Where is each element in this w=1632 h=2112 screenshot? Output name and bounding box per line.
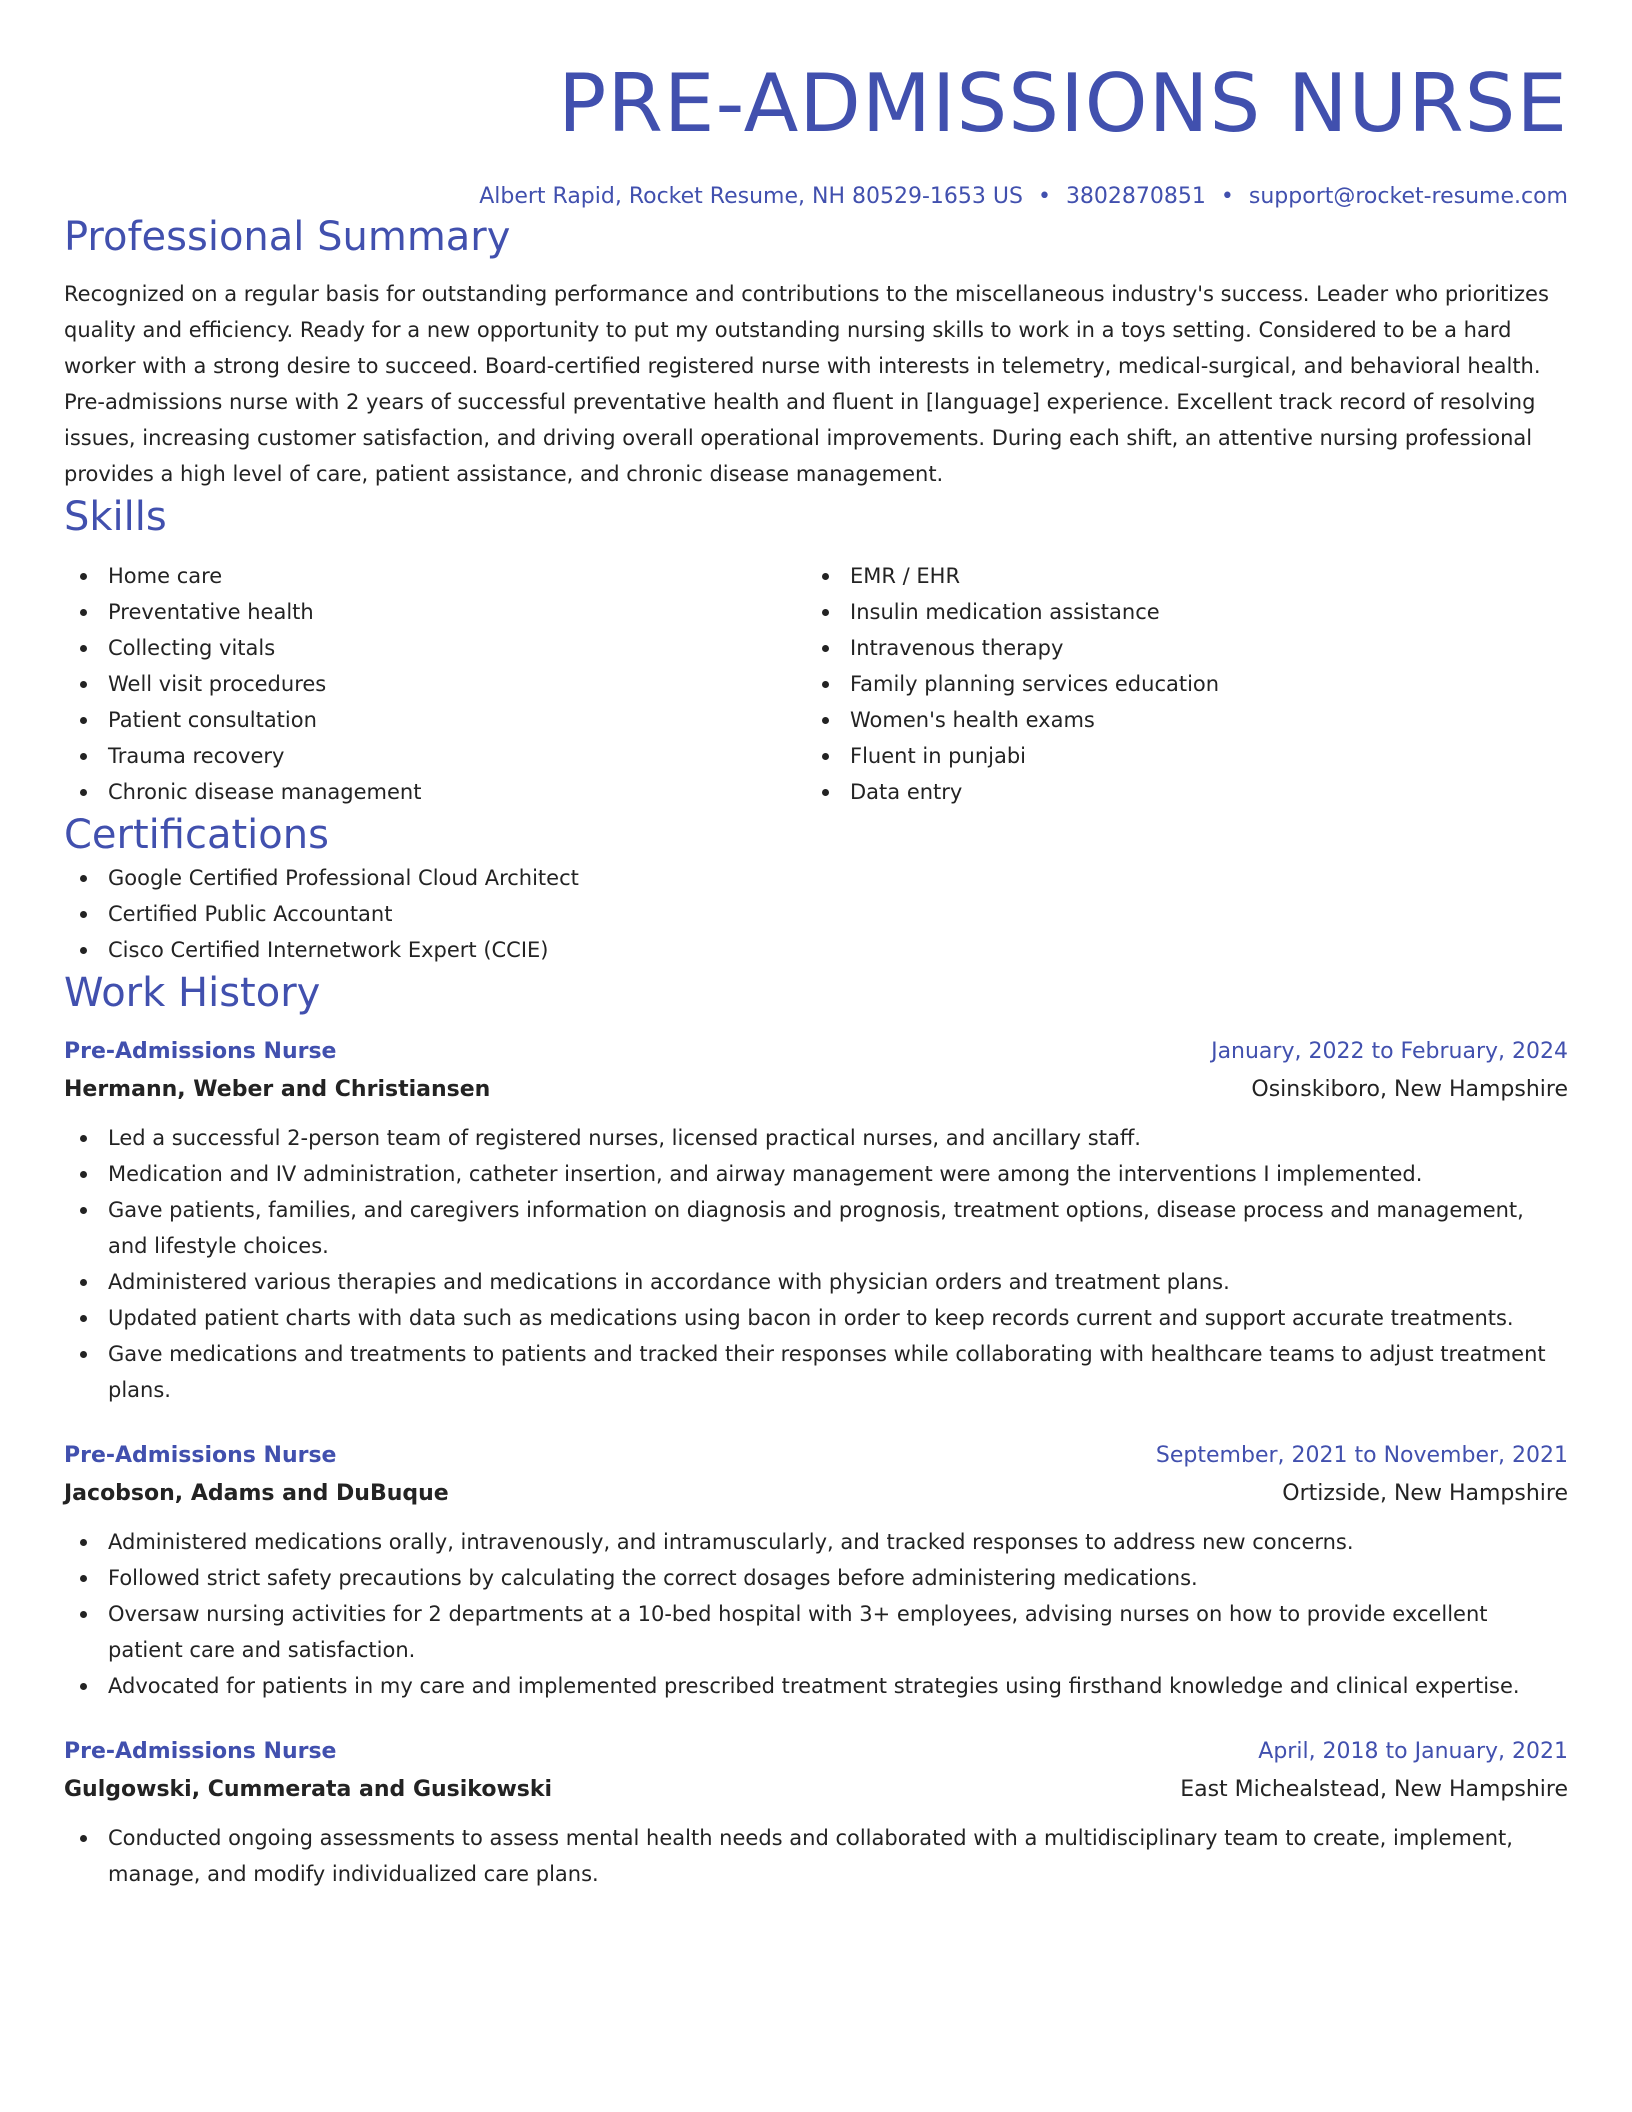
work-history-heading: Work History [64, 970, 321, 1016]
job-duty: Advocated for patients in my care and implemented prescribed treatment strategies using firsthand knowledge and clinical expertise. [64, 1668, 1568, 1704]
skill-item: Preventative health [64, 594, 806, 630]
skill-item: Chronic disease management [64, 774, 806, 810]
job-employer-row [64, 1472, 1568, 1510]
skill-item: EMR / EHR [806, 558, 1548, 594]
summary-heading: Professional Summary [64, 214, 511, 260]
job-entry [64, 1036, 1568, 1408]
skill-item: Family planning services education [806, 666, 1548, 702]
skill-item: Women's health exams [806, 702, 1548, 738]
skill-item: Fluent in punjabi [806, 738, 1548, 774]
skill-item: Data entry [806, 774, 1548, 810]
job-duty: Updated patient charts with data such as medications using bacon in order to keep records current and support accurate treatments. [64, 1300, 1568, 1336]
job-location: Ortizside, New Hampshire [1282, 1481, 1568, 1506]
resume-title: PRE-ADMISSIONS NURSE [558, 57, 1568, 150]
contact-email[interactable]: support@rocket-resume.com [1248, 184, 1568, 209]
job-duties-list [64, 1820, 1568, 1892]
skill-item: Trauma recovery [64, 738, 806, 774]
job-duty: Gave patients, families, and caregivers information on diagnosis and prognosis, treatment options, disease process and management, and lifestyle choices. [64, 1192, 1568, 1264]
job-entry [64, 1440, 1568, 1704]
skill-item: Home care [64, 558, 806, 594]
certification-item: Google Certified Professional Cloud Architect [64, 860, 1568, 896]
job-employer: Hermann, Weber and Christiansen [64, 1077, 491, 1102]
job-entry [64, 1736, 1568, 1892]
summary-text: Recognized on a regular basis for outstanding performance and contributions to the miscellaneous industry's success. Leader who prioritizes quality and efficiency. Ready for a new opportunity to put my outstanding nursing skills to work in a toys setting. Considered to be a hard worker with a strong desire to succeed. Board-certified registered nurse with interests in telemetry, medical-surgical, and behavioral health. Pre-admissions nurse with 2 years of successful preventative health and fluent in [language] experience. Excellent track record of resolving issues, increasing customer satisfaction, and driving overall operational improvements. During each shift, an attentive nursing professional provides a high level of care, patient assistance, and chronic disease management. [64, 282, 1549, 486]
job-duty: Administered various therapies and medications in accordance with physician orders and treatment plans. [64, 1264, 1568, 1300]
job-duty: Medication and IV administration, catheter insertion, and airway management were among the interventions I implemented. [64, 1156, 1568, 1192]
job-location: East Michealstead, New Hampshire [1180, 1777, 1568, 1802]
job-duty: Gave medications and treatments to patients and tracked their responses while collaborating with healthcare teams to adjust treatment plans. [64, 1336, 1568, 1408]
job-header-row [64, 1036, 1568, 1068]
job-employer: Jacobson, Adams and DuBuque [64, 1481, 449, 1506]
skill-item: Intravenous therapy [806, 630, 1548, 666]
certifications-heading: Certifications [64, 812, 329, 858]
skill-item: Insulin medication assistance [806, 594, 1548, 630]
skill-item: Collecting vitals [64, 630, 806, 666]
job-employer-row [64, 1768, 1568, 1806]
skills-list-right [806, 558, 1548, 810]
contact-phone[interactable]: 3802870851 [1065, 184, 1206, 209]
skills-heading: Skills [64, 494, 167, 540]
skill-item: Patient consultation [64, 702, 806, 738]
job-employer: Gulgowski, Cummerata and Gusikowski [64, 1777, 553, 1802]
job-employer-row [64, 1068, 1568, 1106]
job-title: Pre-Admissions Nurse [64, 1443, 337, 1468]
job-title: Pre-Admissions Nurse [64, 1039, 337, 1064]
certification-item: Cisco Certified Internetwork Expert (CCIE) [64, 932, 1568, 968]
contact-separator: • [1037, 184, 1051, 209]
skills-list-left [64, 558, 806, 810]
job-duty: Administered medications orally, intravenously, and intramuscularly, and tracked responses to address new concerns. [64, 1524, 1568, 1560]
job-duty: Conducted ongoing assessments to assess mental health needs and collaborated with a multidisciplinary team to create, implement, manage, and modify individualized care plans. [64, 1820, 1568, 1892]
certifications-list [64, 860, 1568, 968]
job-duty: Led a successful 2-person team of registered nurses, licensed practical nurses, and ancillary staff. [64, 1120, 1568, 1156]
job-duty: Oversaw nursing activities for 2 departments at a 10-bed hospital with 3+ employees, advising nurses on how to provide excellent patient care and satisfaction. [64, 1596, 1568, 1668]
contact-separator: • [1220, 184, 1234, 209]
job-header-row [64, 1440, 1568, 1472]
job-header-row [64, 1736, 1568, 1768]
skills-columns [64, 558, 1568, 810]
job-duties-list [64, 1524, 1568, 1704]
job-dates: January, 2022 to February, 2024 [1211, 1039, 1568, 1064]
job-location: Osinskiboro, New Hampshire [1251, 1077, 1568, 1102]
job-duties-list [64, 1120, 1568, 1408]
contact-line [64, 182, 1568, 212]
contact-address: Albert Rapid, Rocket Resume, NH 80529-1653 US [479, 184, 1023, 209]
skill-item: Well visit procedures [64, 666, 806, 702]
job-dates: April, 2018 to January, 2021 [1258, 1739, 1568, 1764]
certification-item: Certified Public Accountant [64, 896, 1568, 932]
job-duty: Followed strict safety precautions by calculating the correct dosages before administering medications. [64, 1560, 1568, 1596]
resume-page [64, 0, 1568, 1892]
job-dates: September, 2021 to November, 2021 [1155, 1443, 1568, 1468]
job-title: Pre-Admissions Nurse [64, 1739, 337, 1764]
